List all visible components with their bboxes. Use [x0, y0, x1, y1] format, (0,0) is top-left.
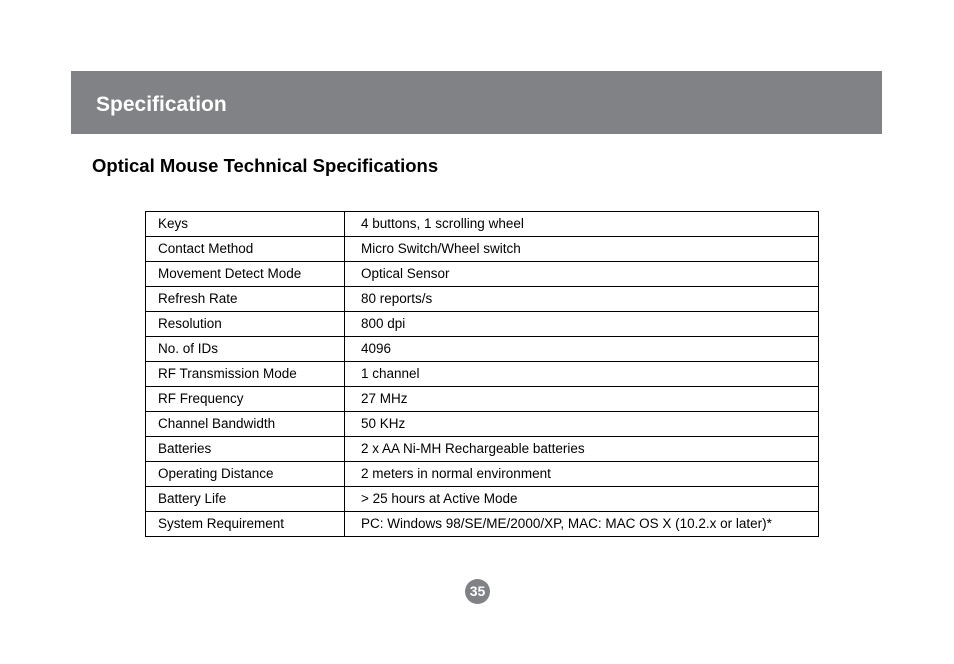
- spec-value: 4096: [345, 337, 819, 362]
- spec-value: > 25 hours at Active Mode: [345, 487, 819, 512]
- spec-key: Refresh Rate: [146, 287, 345, 312]
- table-row: [146, 512, 819, 537]
- spec-key: Channel Bandwidth: [146, 412, 345, 437]
- page-number-badge: 35: [465, 579, 490, 604]
- spec-value: 1 channel: [345, 362, 819, 387]
- spec-value: 2 meters in normal environment: [345, 462, 819, 487]
- spec-key: No. of IDs: [146, 337, 345, 362]
- spec-key: Battery Life: [146, 487, 345, 512]
- spec-key: RF Transmission Mode: [146, 362, 345, 387]
- page-title: Specification: [96, 93, 227, 116]
- spec-value: 800 dpi: [345, 312, 819, 337]
- table-row: [146, 437, 819, 462]
- spec-key: Keys: [146, 212, 345, 237]
- table-row: [146, 337, 819, 362]
- table-row: [146, 212, 819, 237]
- spec-value: 27 MHz: [345, 387, 819, 412]
- spec-key: System Requirement: [146, 512, 345, 537]
- table-row: [146, 237, 819, 262]
- spec-value: 2 x AA Ni-MH Rechargeable batteries: [345, 437, 819, 462]
- spec-table-body: [146, 212, 819, 537]
- spec-key: Batteries: [146, 437, 345, 462]
- table-row: [146, 412, 819, 437]
- spec-key: Contact Method: [146, 237, 345, 262]
- spec-value: Optical Sensor: [345, 262, 819, 287]
- spec-table: [145, 211, 819, 537]
- table-row: [146, 262, 819, 287]
- table-row: [146, 287, 819, 312]
- header-band: [71, 71, 882, 134]
- spec-key: Operating Distance: [146, 462, 345, 487]
- table-row: [146, 487, 819, 512]
- table-row: [146, 312, 819, 337]
- section-title: Optical Mouse Technical Specifications: [92, 155, 439, 176]
- spec-key: Resolution: [146, 312, 345, 337]
- table-row: [146, 462, 819, 487]
- spec-value: 50 KHz: [345, 412, 819, 437]
- table-row: [146, 362, 819, 387]
- spec-value: Micro Switch/Wheel switch: [345, 237, 819, 262]
- spec-key: RF Frequency: [146, 387, 345, 412]
- spec-value: PC: Windows 98/SE/ME/2000/XP, MAC: MAC OS X (10.2.x or later)*: [345, 512, 819, 537]
- spec-value: 4 buttons, 1 scrolling wheel: [345, 212, 819, 237]
- table-row: [146, 387, 819, 412]
- spec-value: 80 reports/s: [345, 287, 819, 312]
- spec-key: Movement Detect Mode: [146, 262, 345, 287]
